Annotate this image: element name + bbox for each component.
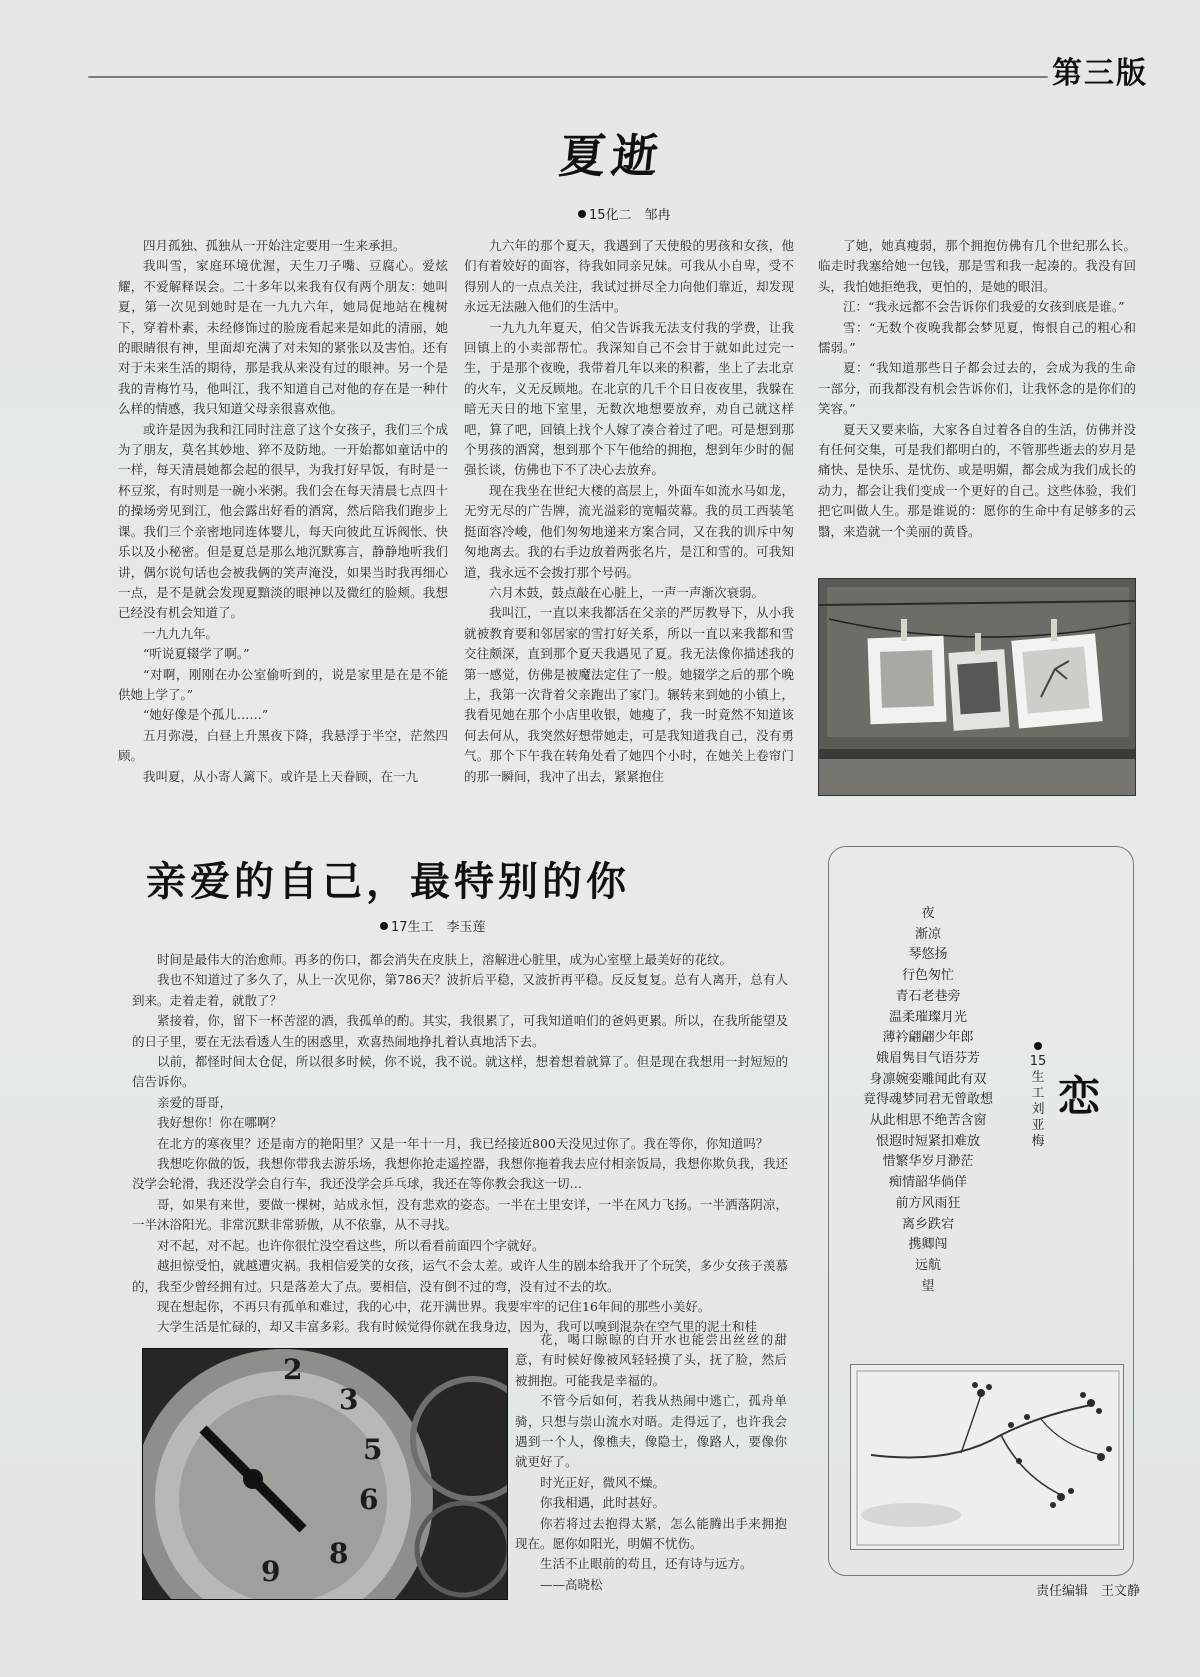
paragraph: 现在想起你，不再只有孤单和难过，我的心中，花开满世界。我要牢牢的记住16年间的那些小美好。 — [157, 1298, 711, 1314]
svg-text:9: 9 — [261, 1555, 281, 1588]
paragraph: 对不起，对不起。也许你很忙没空看这些，所以看看前面四个字就好。 — [157, 1237, 545, 1253]
paragraph: 一九九九年夏天，伯父告诉我无法支付我的学费，让我回镇上的小卖部帮忙。我深知自己不会甘于就如此过完一生，于是那个夜晚，我带着几年以来的积蓄，坐上了去北京的火车，义无反顾地。在北京的几千个日日夜夜里，我躲在暗无天日的地下室里，无数次地想要放弃，劝自己就这样吧，算了吧，回镇上找个人嫁了凑合着过了吧。可是想到那个男孩的酒窝，想到那个下午他给的拥抱，想到年少时的倔强长谈，仿佛也下不了决心去放弃。 — [464, 319, 794, 478]
paragraph: 我也不知道过了多久了，从上一次见你，第786天？波折后平稳，又波折再平稳。反反复复。总有人离开，总有人到来。走着走着，就散了？ — [132, 972, 788, 1008]
article2-column-1 — [132, 950, 788, 1335]
paragraph: ——高晓松 — [540, 1576, 603, 1592]
paragraph: 时光正好，微风不燥。 — [540, 1474, 666, 1490]
byline-bullet-icon — [578, 210, 586, 218]
poem-line: 夜 — [921, 906, 935, 921]
svg-text:6: 6 — [359, 1483, 379, 1516]
paragraph: “听说夏辍学了啊。” — [143, 646, 250, 662]
paragraph: 我想吃你做的饭，我想你带我去游乐场，我想你抢走遥控器，我想你拖着我去应付相亲饭局，我想你欺负我，我还没学会轮滑，我还没学会自行车，我还没学会乒乓球，我还在等你教会我这一切… — [132, 1156, 788, 1192]
poem-line: 前方风雨狂 — [895, 1195, 961, 1211]
poem-line: 竟得魂梦同君无曾敢想 — [862, 1092, 993, 1108]
poem-line: 痴情韶华倘佯 — [888, 1175, 967, 1191]
poem-line: 惜繁华岁月渺茫 — [882, 1154, 974, 1170]
svg-text:3: 3 — [339, 1383, 359, 1416]
paragraph: 生活不止眼前的苟且，还有诗与远方。 — [540, 1556, 753, 1572]
svg-text:2: 2 — [283, 1353, 303, 1386]
poem-line: 恨遐时短紧扣难放 — [875, 1133, 980, 1149]
article1-column-2 — [464, 236, 794, 796]
paragraph: 夏：“我知道那些日子都会过去的，会成为我的生命一部分，而我都没有机会告诉你们，让我怀念的是你们的笑容。” — [818, 360, 1136, 417]
svg-text:5: 5 — [363, 1433, 383, 1466]
poem-line: 行色匆忙 — [901, 968, 954, 984]
poem-lines — [828, 904, 1028, 1297]
hanging-photos-icon — [819, 579, 1136, 796]
paragraph: 在北方的寒夜里？还是南方的艳阳里？又是一年十一月，我已经接近800天没见过你了。我在等你，你知道吗？ — [157, 1135, 769, 1151]
paragraph: 或许是因为我和江同时注意了这个女孩子，我们三个成为了朋友，莫名其妙地、猝不及防地。一开始都如童话中的一样，每天清晨她都会起的很早，为我打好早饭，有时是一杯豆浆，有时则是一碗小米粥。我们会在每天清晨七点四十的操场旁见到江，他会露出好看的酒窝，然后陪我们跑步上课。我们三个亲密地同连体婴儿，每天向彼此互诉阀怅、快乐以及小秘密。但是夏总是那么地沉默寡言，静静地听我们讲，偶尔说句话也会被我俩的笑声淹没，如果当时我再细心一点，是不是就会发现夏黯淡的眼神以及微红的脸颊。我想已经没有机会知道了。 — [118, 421, 448, 621]
pocket-watch-image — [142, 1348, 508, 1600]
paragraph: 了她，她真瘦弱，那个拥抱仿佛有几个世纪那么长。临走时我塞给她一包钱，那是雪和我一起凑的。我没有回头，我怕她拒绝我，更怕的，是她的眼泪。 — [818, 238, 1136, 294]
paragraph: 你我相遇，此时甚好。 — [540, 1495, 666, 1511]
paragraph: “对啊，刚刚在办公室偷听到的，说是家里是在是不能供她上学了。” — [118, 666, 448, 702]
poem-line: 渐凉 — [914, 926, 941, 942]
paragraph: 我叫雪，家庭环境优渥，天生刀子嘴、豆腐心。爱炫耀，不爱解释误会。二十多年以来我有仅有两个朋友：她叫夏，第一次见到她时是在一九九六年，她局促地站在槐树下，穿着朴素，未经修饰过的脸庞看起来是如此的清丽，她的眼睛很有神，里面却充满了对未知的紧张以及害怕。还有对于未来生活的期待，那是我从来没有过的眼神。另一个是我的青梅竹马，他叫江，我不知道自己对他的存在是一种什么样的情感，我只知道父母亲很喜欢他。 — [118, 258, 448, 417]
poem-line: 身凛婉娈雕闻此有双 — [869, 1071, 987, 1087]
pocket-watch-icon — [143, 1349, 508, 1600]
paragraph: 不管今后如何，若我从热闹中逃亡，孤舟单骑，只想与崇山流水对晤。走得远了，也许我会遇到一个人，像樵夫，像隐士，像路人，要像你就更好了。 — [515, 1393, 787, 1470]
flower-sprig-image — [850, 1364, 1124, 1550]
paragraph: 我好想你！你在哪啊？ — [157, 1115, 283, 1131]
poem-line: 青石老巷旁 — [895, 988, 961, 1004]
poem-line: 琴悠扬 — [908, 947, 948, 963]
article2-byline-text: 17生工 李玉莲 — [391, 920, 486, 935]
paragraph: 现在我坐在世纪大楼的高层上，外面车如流水马如龙，无穷无尽的广告牌，流光溢彩的宽幅荧幕。我的员工西装笔挺面容冷峻，他们匆匆地递来方案合同，又在我的训斥中匆匆地离去。我的右手边放着两张名片，是江和雪的。可我知道，我永远不会拨打那个号码。 — [464, 482, 794, 580]
paragraph: 江：“我永远都不会告诉你们我爱的女孩到底是谁。” — [843, 299, 1125, 315]
paragraph: 我叫江，一直以来我都活在父亲的严厉教导下，从小我就被教育要和邻居家的雪打好关系，所以一直以来我都和雪交往颇深，直到那个夏天我遇见了夏。我无法像你描述我的第一感觉，仿佛是被魔法定住了一般。她辍学之后的那个晚上，我第一次背着父亲跑出了家门。辗转来到她的小镇上，我看见她在那个小店里收银，她瘦了，我一时竟然不知道该何去何从，我突然好想带她走，可是我知道我自己，没有勇气。那个下午我在转角处看了她四个小时，在她关上卷帘门的那一瞬间，我冲了出去，紧紧抱住 — [464, 605, 794, 784]
article1-column-1 — [118, 236, 448, 796]
paragraph: 紧接着，你，留下一杯苦涩的酒，我孤单的酌。其实，我很累了，可我知道咱们的爸妈更累。所以，在我所能望及的日子里，要在无法看透人生的困惑里，欢喜热闹地挣扎着认真地活下去。 — [132, 1013, 788, 1049]
paragraph: 越担惊受怕，就越遭灾祸。我相信爱笑的女孩，运气不会太差。或许人生的剧本给我开了个玩笑，多少女孩子羡慕的，我至少曾经拥有过。只是落差大了点。要相信，没有倒不过的弯，没有过不去的坎。 — [132, 1258, 788, 1294]
byline-bullet-icon — [1034, 1042, 1042, 1050]
poem-line: 温柔璀璨月光 — [888, 1009, 967, 1025]
poem-byline-text: 15生工 刘亚梅 — [1029, 1054, 1058, 1149]
poem-line: 离乡跌宕 — [901, 1216, 954, 1232]
hanging-photos-image — [818, 578, 1136, 796]
paragraph: 五月弥漫，白昼上升黑夜下降，我悬浮于半空，茫然四顾。 — [118, 727, 448, 764]
poem-byline — [1028, 1042, 1058, 1150]
poem-title: 恋 — [1058, 1072, 1101, 1121]
header-rule — [88, 76, 1048, 78]
paragraph: 时间是最伟大的治愈师。再多的伤口，都会消失在皮肤上，溶解进心脏里，成为心室壁上最美好的花纹。 — [157, 952, 733, 967]
paragraph: 大学生活是忙碌的，却又丰富多彩。我有时候觉得你就在我身边，因为，我可以嗅到混杂在空气里的泥土和桂 — [157, 1319, 758, 1335]
svg-text:8: 8 — [329, 1537, 349, 1570]
article2-byline — [380, 916, 486, 935]
poem-line: 薄衿翩翩少年郎 — [882, 1030, 974, 1046]
responsible-editor: 责任编辑 王文静 — [1035, 1584, 1140, 1599]
poem-line: 携卿闯 — [908, 1237, 948, 1253]
paragraph: 四月孤独、孤独从一开始注定要用一生来承担。 — [143, 238, 406, 253]
paragraph: 一九九九年。 — [143, 625, 219, 641]
paragraph: 我叫夏，从小寄人篱下。或许是上天眷顾，在一九 — [143, 768, 419, 784]
article1-column-3 — [818, 236, 1136, 566]
paragraph: 九六年的那个夏天，我遇到了天使般的男孩和女孩，他们有着姣好的面容，待我如同亲兄妹。可我从小自卑，受不得别人的一点点关注，我试过拼尽全力向他们靠近，却发现永远无法融入他们的生活中。 — [464, 238, 794, 315]
paragraph: 花，喝口晾晾的白开水也能尝出丝丝的甜意，有时候好像被风轻轻摸了头，抚了脸，然后被拥抱。可能我是幸福的。 — [515, 1332, 787, 1388]
paragraph: 夏天又要来临，大家各自过着各自的生活，仿佛并没有任何交集，可是我们都明白的，不管那些逝去的岁月是痛快、是快乐、是忧伤、或是明媚，都会成为我们成长的动力，都会让我们变成一个更好的自己。这些体验，我们把它叫做人生。那是谁说的：愿你的生命中有足够多的云翳，来造就一个美丽的黄昏。 — [818, 421, 1136, 539]
poem-line: 远航 — [914, 1257, 941, 1273]
poem-line: 从此相思不绝苦含窗 — [869, 1113, 987, 1129]
paragraph: 以前，都怪时间太仓促，所以很多时候，你不说，我不说。就这样，想着想着就算了。但是现在我想用一封短短的信告诉你。 — [132, 1054, 788, 1090]
poem-line: 娥眉隽目气语芬芳 — [875, 1050, 980, 1066]
paragraph: 你若将过去抱得太紧，怎么能腾出手来拥抱现在。愿你如阳光，明媚不忧伤。 — [515, 1515, 787, 1552]
poem-line: 望 — [921, 1278, 935, 1294]
article2-title: 亲爱的自己，最特别的你 — [146, 859, 630, 905]
flower-sprig-icon — [851, 1365, 1124, 1550]
paragraph: 亲爱的哥哥， — [157, 1094, 233, 1110]
article2-column-2 — [515, 1330, 787, 1592]
paragraph: 哥，如果有来世，要做一棵树，站成永恒，没有悲欢的姿态。一半在土里安详，一半在风力飞扬。一半洒落阴凉，一半沐浴阳光。非常沉默非常骄傲，从不依靠，从不寻找。 — [132, 1196, 788, 1233]
paragraph: 六月木鼓，鼓点敲在心脏上，一声一声渐次衰弱。 — [489, 584, 765, 600]
byline-bullet-icon — [380, 922, 388, 930]
article1-title: 夏逝 — [556, 129, 667, 183]
article1-byline-text: 15化二 邹冉 — [589, 208, 671, 223]
edition-label: 第三版 — [1052, 56, 1148, 91]
paragraph: “她好像是个孤儿……” — [143, 707, 269, 723]
article1-byline — [578, 204, 671, 223]
paragraph: 雪：“无数个夜晚我都会梦见夏，悔恨自己的粗心和懦弱。” — [818, 319, 1136, 356]
